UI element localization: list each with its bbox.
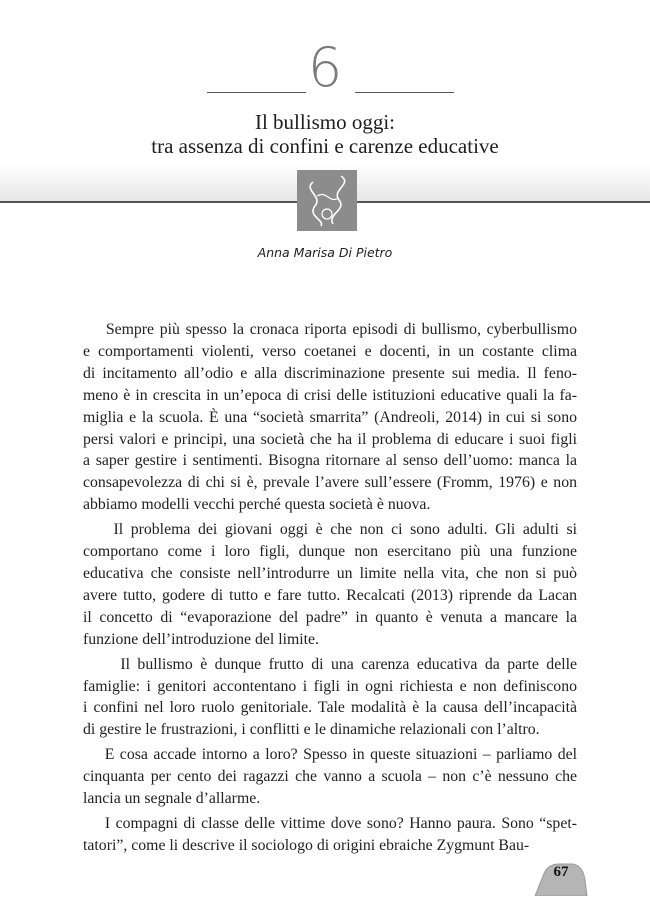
- text-line: di gestire le frustrazioni, i conflitti e le dinamiche relazionali con l’altro.: [83, 721, 540, 739]
- text-line: i confini nel loro ruolo genitoriale. Tale modalità è la causa dell’incapacità: [83, 699, 577, 717]
- paragraph: [83, 654, 577, 742]
- text-line: abbiamo modelli vecchi perché questa società è nuova.: [83, 496, 431, 514]
- paragraph: [83, 319, 577, 516]
- chapter-title-line-2: tra assenza di confini e carenze educative: [151, 134, 499, 158]
- text-line: Il problema dei giovani oggi è che non ci sono adulti. Gli adulti si: [83, 521, 577, 539]
- page-number-badge: [533, 852, 589, 896]
- text-line: Sempre più spesso la cronaca riporta episodi di bullismo, cyberbullismo: [83, 321, 577, 338]
- chapter-emblem-icon: [297, 170, 357, 231]
- paragraph: [83, 519, 577, 650]
- text-line: comportano come i loro figli, dunque non esercitano più una funzione: [83, 543, 577, 561]
- text-line: consapevolezza di chi si è, prevale l’avere sull’essere (Fromm, 1976) e non: [83, 474, 577, 492]
- text-line: famiglie: i genitori accontentano i figli in ogni richiesta e non definiscono: [83, 677, 577, 695]
- text-line: lancia un segnale d’allarme.: [83, 790, 261, 808]
- text-line: I compagni di classe delle vittime dove sono? Hanno paura. Sono “spet-: [83, 814, 577, 832]
- chapter-title: [0, 110, 650, 158]
- chapter-number-rule-right: [355, 92, 454, 93]
- text-line: meno è in crescita in un’epoca di crisi delle istituzioni educative quali la fa-: [83, 386, 577, 404]
- text-line: funzione dell’introduzione del limite.: [83, 630, 320, 648]
- text-line: il concetto di “evaporazione del padre” in quanto è venuta a mancare la: [83, 608, 577, 626]
- text-line: a saper gestire i sentimenti. Bisogna ritornare al senso dell’uomo: manca la: [83, 452, 577, 470]
- text-line: e comportamenti violenti, verso coetanei e docenti, in un costante clima: [83, 342, 577, 360]
- paragraph: [83, 813, 577, 857]
- text-line: cinquanta per cento dei ragazzi che vanno a scuola – non c’è nessuno che: [83, 768, 577, 786]
- text-line: di incitamento all’odio e alla discriminazione presente sui media. Il feno-: [83, 364, 577, 382]
- body-text: [83, 319, 577, 857]
- text-line: E cosa accade intorno a loro? Spesso in queste situazioni – parliamo del: [83, 746, 577, 764]
- paragraph: [83, 744, 577, 810]
- text-line: miglia e la scuola. È una “società smarrita” (Andreoli, 2014) in cui si sono: [83, 408, 577, 426]
- chapter-number-rule-left: [207, 92, 306, 93]
- text-line: persi valori e principi, una società che ha il problema di educare i suoi figli: [83, 430, 577, 448]
- text-line: tatori”, come li descrive il sociologo di origini ebraiche Zygmunt Bau-: [83, 836, 530, 854]
- author-name: Anna Marisa Di Pietro: [257, 245, 393, 260]
- chapter-number: 6: [307, 36, 343, 99]
- page-number: 67: [553, 864, 569, 880]
- text-line: Il bullismo è dunque frutto di una carenza educativa da parte delle: [83, 655, 577, 673]
- chapter-title-line-1: Il bullismo oggi:: [254, 110, 395, 134]
- text-line: educativa che consiste nell’introdurre un limite nella vita, che non si può: [83, 564, 577, 582]
- text-line: avere tutto, godere di tutto e fare tutto. Recalcati (2013) riprende da Lacan: [83, 586, 577, 604]
